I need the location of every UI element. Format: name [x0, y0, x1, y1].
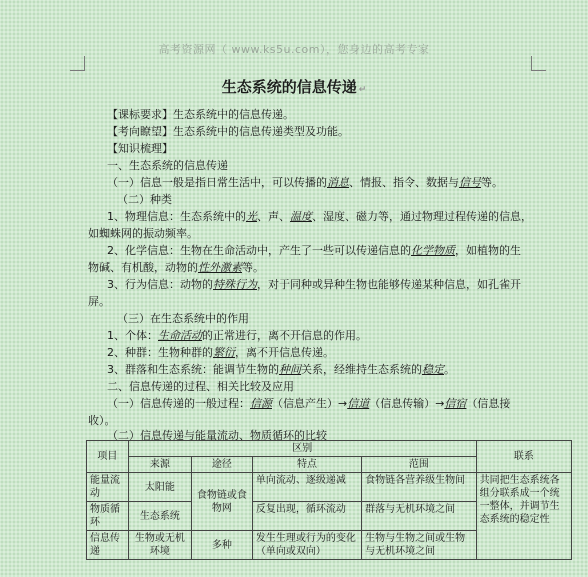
text-line[interactable]: 2、种群：生物种群的繁衍，离不开信息传递。 [107, 346, 334, 359]
table-cell[interactable]: 共同把生态系统各组分联系成一个统一整体，并调节生态系统的稳定性 [476, 473, 571, 560]
page-corner-mark-right [531, 56, 546, 71]
table-cell[interactable]: 生物与生物之间或生物与无机环境之间 [362, 531, 477, 560]
text-line[interactable]: 2、化学信息：生物在生命活动中，产生了一些可以传递信息的化学物质，如植物的生 [107, 244, 521, 257]
table-cell[interactable]: 物质循环 [87, 502, 129, 531]
text-line[interactable]: 1、物理信息：生态系统中的光、声、温度、湿度、磁力等，通过物理过程传递的信息， [107, 210, 532, 223]
table-header-cell[interactable]: 项目 [87, 441, 129, 473]
text-line[interactable]: 收）。 [88, 414, 116, 427]
table-cell[interactable]: 多种 [191, 531, 252, 560]
section-heading[interactable]: 一、生态系统的信息传递 [107, 159, 228, 172]
text-line[interactable]: 【考向瞭望】生态系统中的信息传递类型及功能。 [107, 125, 349, 138]
table-cell[interactable]: 信息传递 [87, 531, 129, 560]
text-line[interactable]: （一）信息一般是指日常生活中，可以传播的消息、情报、指令、数据与信号等。 [107, 176, 503, 189]
text-line[interactable]: 【课标要求】生态系统中的信息传递。 [107, 108, 294, 121]
watermark-header: 高考资源网（ www.ks5u.com），您身边的高考专家 [158, 43, 430, 56]
table-cell[interactable]: 太阳能 [128, 473, 191, 502]
table-header-cell[interactable]: 特点 [252, 457, 361, 473]
page-corner-mark-left [70, 56, 85, 71]
comparison-table [86, 440, 572, 560]
table-cell[interactable]: 群落与无机环境之间 [362, 502, 477, 531]
text-line[interactable]: （二）信息传递与能量流动、物质循环的比较 [107, 429, 327, 442]
table-header-cell[interactable]: 来源 [128, 457, 191, 473]
text-line[interactable]: 【知识梳理】 [107, 142, 173, 155]
table-header-cell[interactable]: 范围 [362, 457, 477, 473]
table-header-cell[interactable]: 区别 [128, 441, 476, 457]
table-cell[interactable]: 能量流动 [87, 473, 129, 502]
text-line[interactable]: 如蜘蛛网的振动频率。 [88, 227, 198, 240]
document-title[interactable]: 生态系统的信息传递 ↵ [221, 78, 367, 96]
text-line[interactable]: 1、个体：生命活动的正常进行，离不开信息的作用。 [107, 329, 367, 342]
table-cell[interactable]: 生态系统 [128, 502, 191, 531]
table-header-cell[interactable]: 联系 [476, 441, 571, 473]
table-cell[interactable]: 单向流动、逐级递减 [252, 473, 361, 502]
text-line[interactable]: 屏。 [88, 295, 110, 308]
table-cell[interactable]: 食物链或食物网 [191, 473, 252, 531]
text-line[interactable]: 物碱、有机酸，动物的性外激素等。 [88, 261, 264, 274]
text-line[interactable]: （一）信息传递的一般过程：信源（信息产生）→信道（信息传输）→信宿（信息接 [107, 397, 511, 410]
table-cell[interactable]: 生物或无机环境 [128, 531, 191, 560]
table-cell[interactable]: 发生生理或行为的变化（单向或双向） [252, 531, 361, 560]
table-row [87, 473, 572, 502]
table-cell[interactable]: 反复出现，循环流动 [252, 502, 361, 531]
text-line[interactable]: 3、行为信息：动物的特殊行为，对于同种或异种生物也能够传递某种信息，如孔雀开 [107, 278, 521, 291]
section-heading[interactable]: 二、信息传递的过程、相关比较及应用 [107, 380, 294, 393]
text-line[interactable]: （二）种类 [117, 193, 172, 206]
text-line[interactable]: （三）在生态系统中的作用 [117, 312, 249, 325]
table-header-cell[interactable]: 途径 [191, 457, 252, 473]
text-line[interactable]: 3、群落和生态系统：能调节生物的种间关系，经维持生态系统的稳定。 [107, 363, 455, 376]
table-cell[interactable]: 食物链各营养级生物间 [362, 473, 477, 502]
